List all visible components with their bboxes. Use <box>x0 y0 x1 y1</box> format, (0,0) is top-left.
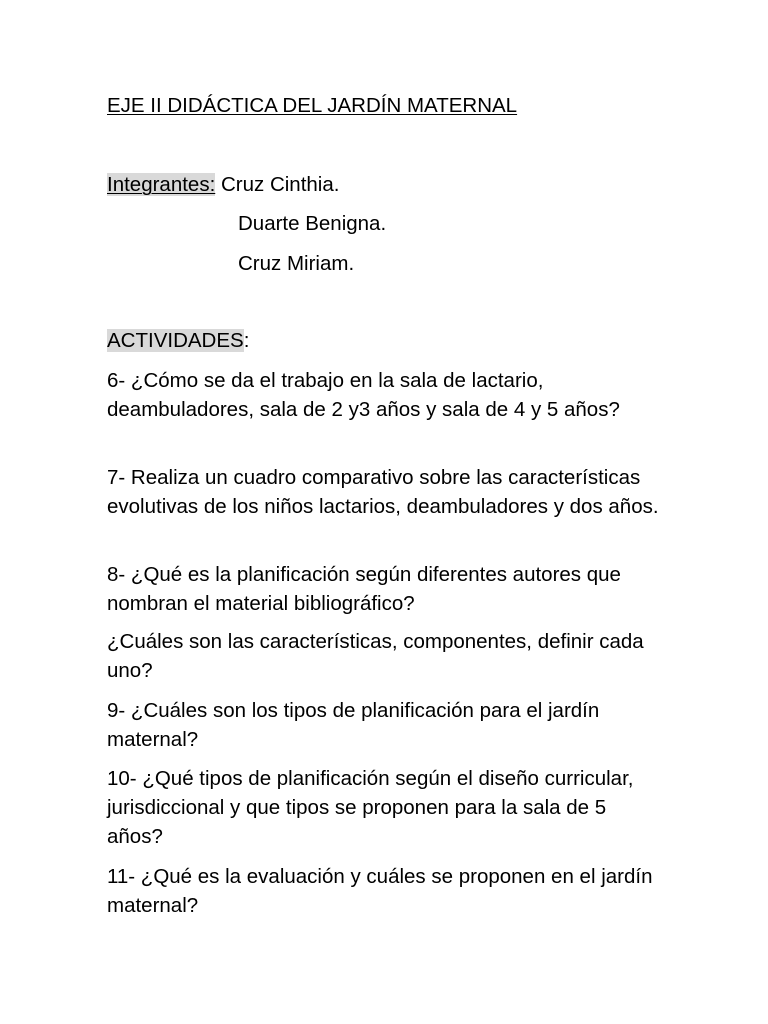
member-name: Duarte Benigna. <box>238 212 387 235</box>
activities-heading <box>107 326 249 355</box>
activities-colon: : <box>243 329 250 352</box>
members-row <box>107 170 339 199</box>
activity-item: 8- ¿Qué es la planificación según diferentes autores que nombran el material bibliográfico? <box>107 563 621 615</box>
members-label: Integrantes: <box>107 173 216 196</box>
document-title: EJE II DIDÁCTICA DEL JARDÍN MATERNAL <box>107 94 518 117</box>
activity-item: 6- ¿Cómo se da el trabajo en la sala de lactario, deambuladores, sala de 2 y3 años y sala de 4 y 5 años? <box>107 369 620 421</box>
activity-item: 9- ¿Cuáles son los tipos de planificación para el jardín maternal? <box>107 699 600 751</box>
member-name: Cruz Cinthia. <box>220 173 340 196</box>
activity-item: 11- ¿Qué es la evaluación y cuáles se proponen en el jardín maternal? <box>107 865 653 917</box>
activity-item: 10- ¿Qué tipos de planificación según el diseño curricular, jurisdiccional y que tipos se proponen para la sala de 5 años? <box>107 767 634 848</box>
activity-item: 7- Realiza un cuadro comparativo sobre las características evolutivas de los niños lactarios, deambuladores y dos años. <box>107 466 659 518</box>
member-name: Cruz Miriam. <box>238 252 355 275</box>
activity-item: ¿Cuáles son las características, componentes, definir cada uno? <box>107 630 644 682</box>
activities-label: ACTIVIDADES <box>107 329 244 352</box>
